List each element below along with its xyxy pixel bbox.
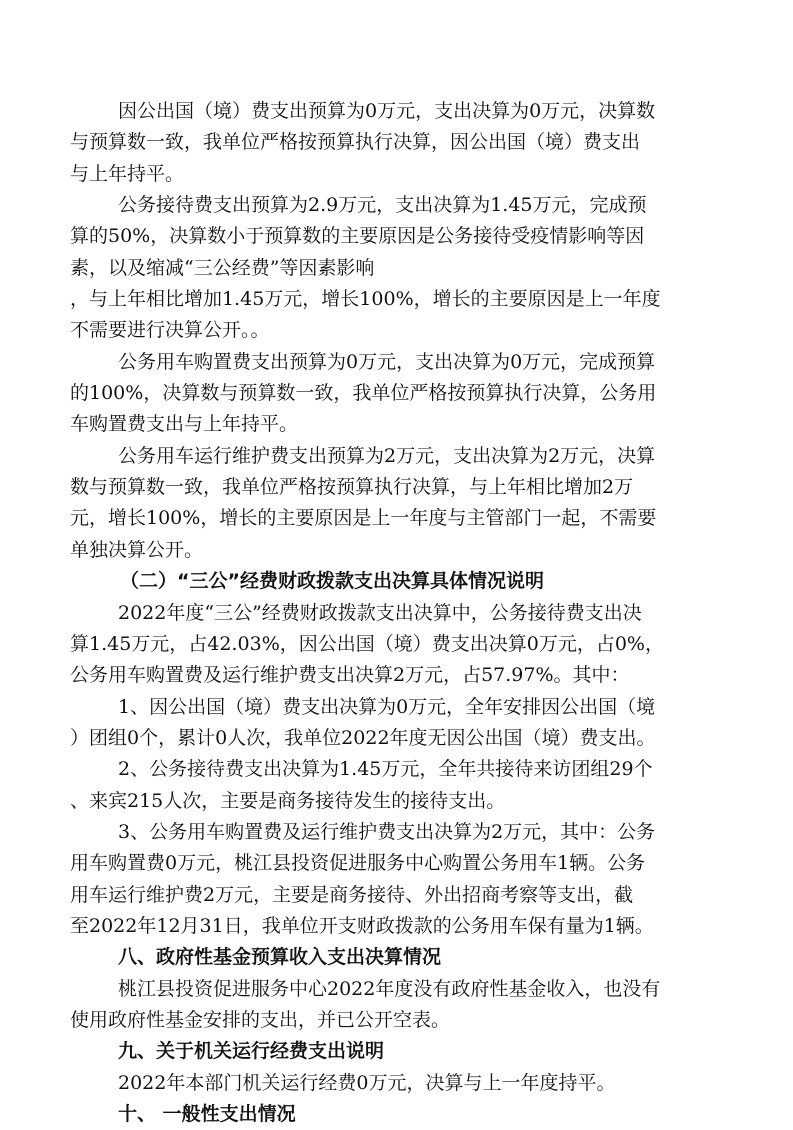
paragraph-line: 用车购置费0万元，桃江县投资促进服务中心购置公务用车1辆。公务 [70,852,646,875]
paragraph-line: ，与上年相比增加1.45万元，增长100%，增长的主要原因是上一年度 [70,288,661,311]
paragraph-line: 至2022年12月31日，我单位开支财政拨款的公务用车保有量为1辆。 [70,914,654,937]
paragraph-line: 2、公务接待费支出决算为1.45万元，全年共接待来访团组29个 [118,758,653,781]
paragraph-line: 使用政府性基金安排的支出，并已公开空表。 [70,1008,451,1031]
paragraph-line: 、来宾215人次，主要是商务接待发生的接待支出。 [70,789,506,812]
section-heading: （二）“三公”经费财政拨款支出决算具体情况说明 [120,570,544,593]
paragraph-line: 的100%，决算数与预算数一致，我单位严格按预算执行决算，公务用 [70,382,657,405]
paragraph-line: 3、公务用车购置费及运行维护费支出决算为2万元，其中：公务 [118,820,656,843]
paragraph-line: 公务用车购置费及运行维护费支出决算2万元，占57.97%。其中： [70,664,630,687]
section-heading: 八、政府性基金预算收入支出决算情况 [118,946,442,969]
paragraph-line: 1、因公出国（境）费支出决算为0万元，全年安排因公出国（境 [118,695,656,718]
paragraph-line: 公务用车购置费支出预算为0万元，支出决算为0万元，完成预算 [118,350,656,373]
paragraph-line: 2022年本部门机关运行经费0万元，决算与上一年度持平。 [118,1071,616,1094]
paragraph-line: 用车运行维护费2万元，主要是商务接待、外出招商考察等支出，截 [70,883,634,906]
paragraph-line: 桃江县投资促进服务中心2022年度没有政府性基金收入，也没有 [118,977,661,1000]
paragraph-line: 与上年持平。 [70,162,185,185]
paragraph-line: ）团组0个，累计0人次，我单位2022年度无因公出国（境）费支出。 [70,726,656,749]
paragraph-line: 算1.45万元，占42.03%，因公出国（境）费支出决算0万元，占0%， [70,632,664,655]
paragraph-line: 单独决算公开。 [70,538,204,561]
paragraph-line: 车购置费支出与上年持平。 [70,413,299,436]
document-body [70,96,722,1130]
paragraph-line: 公务用车运行维护费支出预算为2万元，支出决算为2万元，决算 [118,444,656,467]
paragraph-line: 与预算数一致，我单位严格按预算执行决算，因公出国（境）费支出 [70,131,641,154]
paragraph-line: 2022年度“三公”经费财政拨款支出决算中，公务接待费支出决 [118,601,642,624]
section-heading: 十、 一般性支出情况 [118,1103,296,1125]
paragraph-line: 素，以及缩减“三公经费”等因素影响 [70,256,375,279]
paragraph-line: 不需要进行决算公开。。 [70,319,270,342]
paragraph-line: 数与预算数一致，我单位严格按预算执行决算，与上年相比增加2万 [70,476,634,499]
paragraph-line: 因公出国（境）费支出预算为0万元，支出决算为0万元，决算数 [118,100,656,122]
section-heading: 九、关于机关运行经费支出说明 [118,1040,385,1063]
paragraph-line: 算的50%，决算数小于预算数的主要原因是公务接待受疫情影响等因 [70,225,645,248]
paragraph-line: 元，增长100%，增长的主要原因是上一年度与主管部门一起，不需要 [70,507,657,530]
paragraph-line: 公务接待费支出预算为2.9万元，支出决算为1.45万元，完成预 [118,194,647,217]
